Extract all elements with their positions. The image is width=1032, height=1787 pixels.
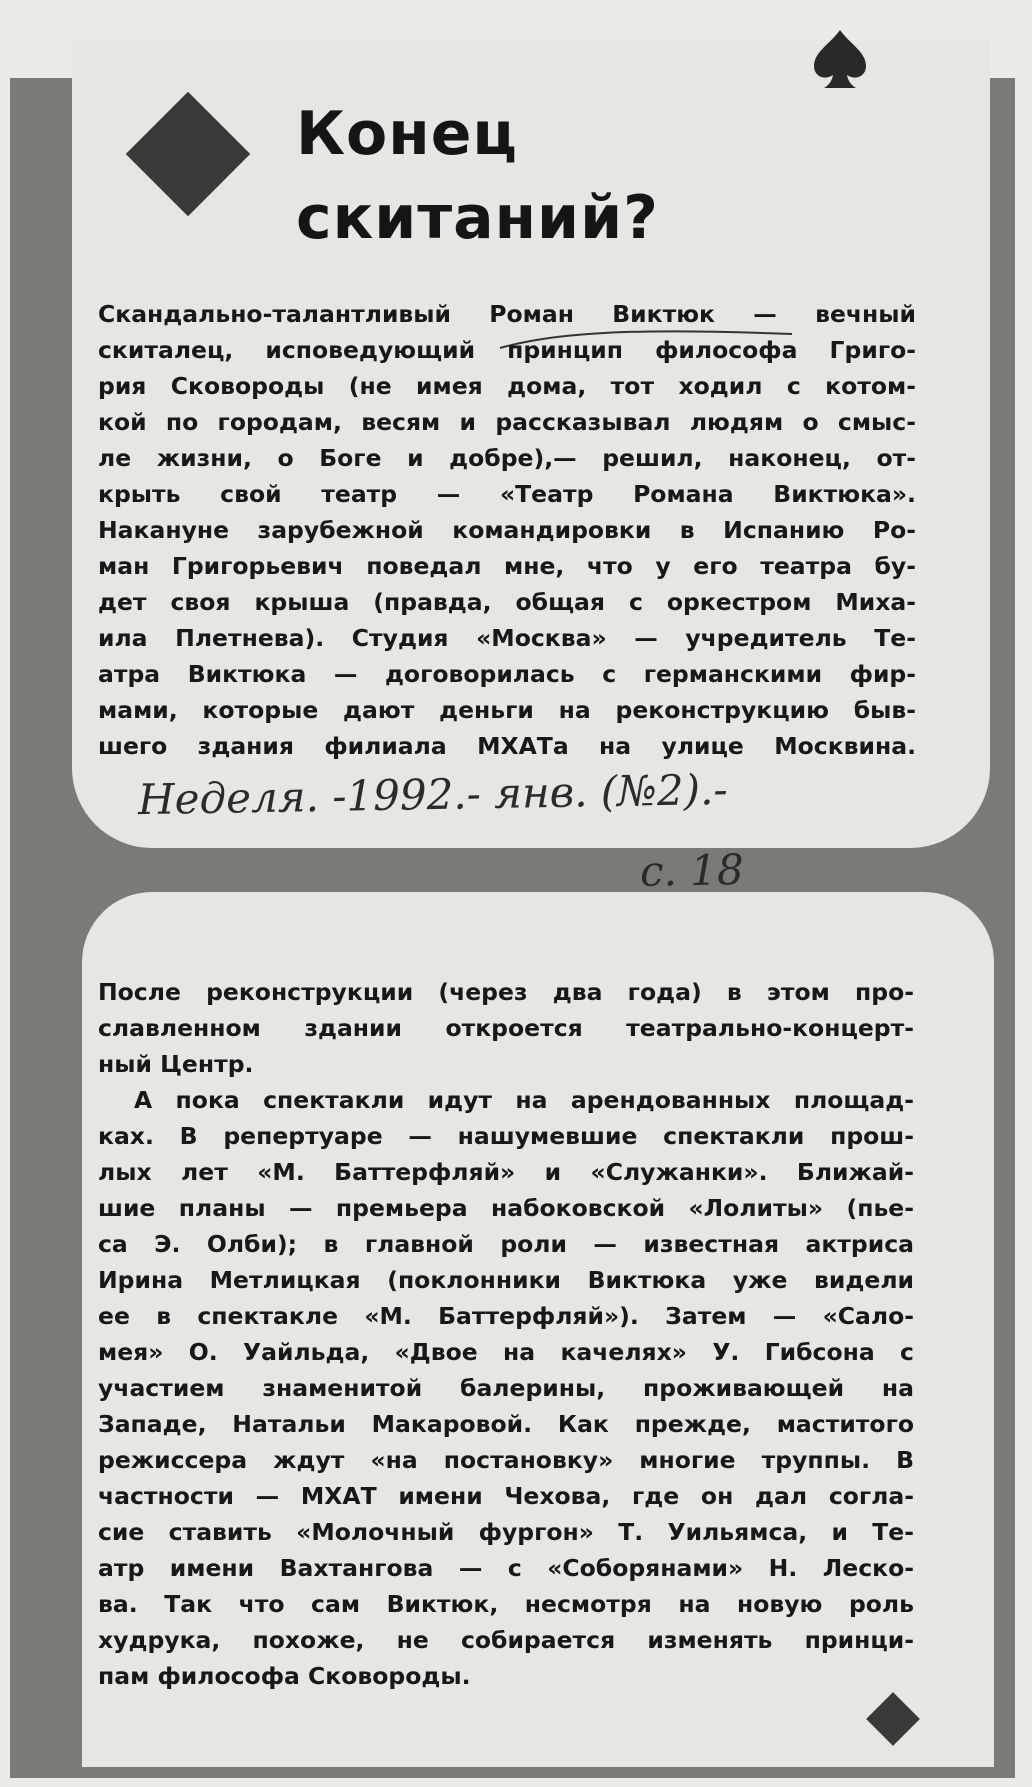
text-line: ва. Так что сам Виктюк, несмотря на новую роль [98,1590,914,1618]
handwritten-source-note: Неделя. -1992.- янв. (№2).- [137,764,728,825]
text-line: ман Григорьевич поведал мне, что у его театра бу- [98,552,916,580]
text-line: шие планы — премьера набоковской «Лолиты» (пье- [98,1194,914,1222]
text-line: мея» О. Уайльда, «Двое на качелях» У. Гибсона с [98,1338,914,1366]
text-line: атра Виктюка — договорилась с германскими фир- [98,660,916,688]
text-line: Ирина Метлицкая (поклонники Виктюка уже видели [98,1266,914,1294]
text-line: ле жизни, о Боге и добре),— решил, наконец, от- [98,444,916,472]
text-line: режиссера ждут «на постановку» многие труппы. В [98,1446,914,1474]
text-line: ках. В репертуаре — нашумевшие спектакли прош- [98,1122,914,1150]
text-line: дет своя крыша (правда, общая с оркестром Миха- [98,588,916,616]
text-line: ее в спектакле «М. Баттерфляй»). Затем — «Сало- [98,1302,914,1330]
text-line: мами, которые дают деньги на реконструкцию быв- [98,696,916,724]
text-line: ила Плетнева). Студия «Москва» — учредитель Те- [98,624,916,652]
text-line: Скандально-талантливый Роман Виктюк — вечный [98,300,916,328]
article-headline [296,92,659,260]
article-paragraph-1 [98,296,916,764]
text-line: кой по городам, весям и рассказывал людям о смыс- [98,408,916,436]
text-line: пам философа Сковороды. [98,1662,471,1690]
text-line: атр имени Вахтангова — с «Соборянами» Н. Леско- [98,1554,914,1582]
text-line: сие ставить «Молочный фургон» Т. Уильямса, и Те- [98,1518,914,1546]
text-line: худрука, похоже, не собирается изменять принци- [98,1626,914,1654]
headline-line: Конец [296,99,518,169]
text-line: шего здания филиала МХАТа на улице Москвина. [98,732,916,760]
text-line: славленном здании откроется театрально-концерт- [98,1014,914,1042]
text-line: скиталец, исповедующий принцип философа Григо- [98,336,916,364]
text-line: крыть свой театр — «Театр Романа Виктюка». [98,480,916,508]
spade-icon [808,26,872,90]
text-line: ный Центр. [98,1050,254,1078]
text-line: рия Сковороды (не имея дома, тот ходил с котом- [98,372,916,400]
handwritten-page-note: с. 18 [639,845,745,896]
text-line: лых лет «М. Баттерфляй» и «Служанки». Ближай- [98,1158,914,1186]
text-line: са Э. Олби); в главной роли — известная актриса [98,1230,914,1258]
text-line: частности — МХАТ имени Чехова, где он дал согла- [98,1482,914,1510]
text-line: Западе, Натальи Макаровой. Как прежде, маститого [98,1410,914,1438]
text-line: Накануне зарубежной командировки в Испанию Ро- [98,516,916,544]
text-line: После реконструкции (через два года) в этом про- [98,978,914,1006]
text-line: А пока спектакли идут на арендованных площад- [134,1086,914,1114]
text-line: участием знаменитой балерины, проживающей на [98,1374,914,1402]
headline-line: скитаний? [296,183,659,253]
article-paragraph-2 [98,974,914,1694]
